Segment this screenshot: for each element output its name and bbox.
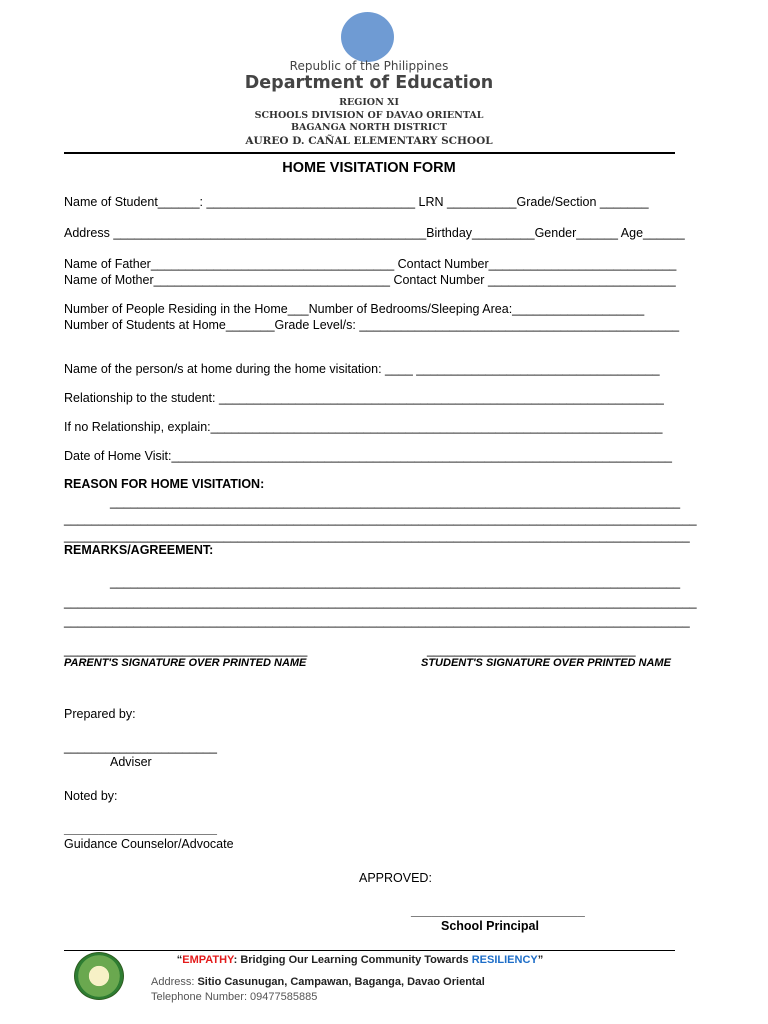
header-divider [64, 152, 675, 154]
motto-quote-open: “ [176, 954, 183, 966]
principal-label: School Principal [441, 919, 539, 933]
department-title: Department of Education [244, 73, 494, 93]
reason-line-3[interactable]: __________________________________________________________________________________________ [64, 529, 690, 543]
footer-telephone: Telephone Number: 09477585885 [151, 991, 318, 1003]
footer-divider [64, 950, 675, 951]
counselor-signature-line[interactable]: ______________________ [64, 822, 217, 836]
remarks-line-3[interactable]: __________________________________________________________________________________________ [64, 614, 690, 628]
household-line[interactable]: Number of People Residing in the Home___Number of Bedrooms/Sleeping Area:___________________ [64, 302, 645, 316]
father-line[interactable]: Name of Father___________________________________ Contact Number___________________________ [64, 257, 677, 271]
form-title: HOME VISITATION FORM [282, 160, 456, 176]
remarks-line-2[interactable]: ___________________________________________________________________________________________ [64, 595, 697, 609]
parent-signature-label: PARENT'S SIGNATURE OVER PRINTED NAME [64, 657, 307, 669]
explain-line[interactable]: If no Relationship, explain:_________________________________________________________________ [64, 420, 663, 434]
footer-address [151, 976, 485, 988]
mother-line[interactable]: Name of Mother__________________________________ Contact Number ___________________________ [64, 273, 676, 287]
motto-resiliency: RESILIENCY [471, 954, 538, 966]
student-signature-line[interactable]: ______________________________ [427, 643, 636, 657]
counselor-label: Guidance Counselor/Advocate [64, 837, 234, 851]
remarks-label: REMARKS/AGREEMENT: [64, 543, 214, 557]
republic-text: Republic of the Philippines [289, 59, 449, 73]
reason-line-2[interactable]: ___________________________________________________________________________________________ [64, 512, 697, 526]
visit-date-line[interactable]: Date of Home Visit:________________________________________________________________________ [64, 449, 672, 463]
adviser-label: Adviser [110, 755, 152, 769]
relationship-line[interactable]: Relationship to the student: ________________________________________________________________ [64, 391, 664, 405]
address-value: Sitio Casunugan, Campawan, Baganga, Davao Oriental [197, 976, 485, 988]
students-at-home-line[interactable]: Number of Students at Home_______Grade Level/s: ______________________________________________ [64, 318, 680, 332]
student-info-line[interactable]: Name of Student______: ______________________________ LRN __________Grade/Section _______ [64, 195, 649, 209]
motto-empathy: EMPATHY [182, 954, 234, 966]
school-name: AUREO D. CAÑAL ELEMENTARY SCHOOL [245, 135, 493, 147]
region-text: REGION XI [339, 97, 399, 108]
approved-label: APPROVED: [359, 871, 432, 885]
student-signature-label: STUDENT'S SIGNATURE OVER PRINTED NAME [421, 657, 671, 669]
division-text: SCHOOLS DIVISION OF DAVAO ORIENTAL [254, 110, 484, 121]
person-at-home-line[interactable]: Name of the person/s at home during the home visitation: ____ ___________________________________ [64, 362, 660, 376]
prepared-by-label: Prepared by: [64, 707, 136, 721]
motto-middle: : Bridging Our Learning Community Towards [233, 954, 472, 966]
remarks-line-1[interactable]: __________________________________________________________________________________ [110, 575, 681, 589]
principal-signature-line[interactable]: _________________________ [411, 904, 585, 918]
parent-signature-line[interactable]: ___________________________________ [64, 643, 308, 657]
adviser-signature-line[interactable]: ______________________ [64, 740, 217, 754]
reason-label: REASON FOR HOME VISITATION: [64, 477, 265, 491]
address-line[interactable]: Address _____________________________________________Birthday_________Gender______ Age______ [64, 226, 685, 240]
noted-by-label: Noted by: [64, 789, 118, 803]
address-label: Address: [151, 976, 198, 988]
deped-seal-icon [341, 12, 394, 62]
motto [0, 954, 720, 966]
motto-quote-close: ” [537, 954, 544, 966]
district-text: BAGANGA NORTH DISTRICT [291, 122, 447, 133]
reason-line-1[interactable]: __________________________________________________________________________________ [110, 495, 681, 509]
